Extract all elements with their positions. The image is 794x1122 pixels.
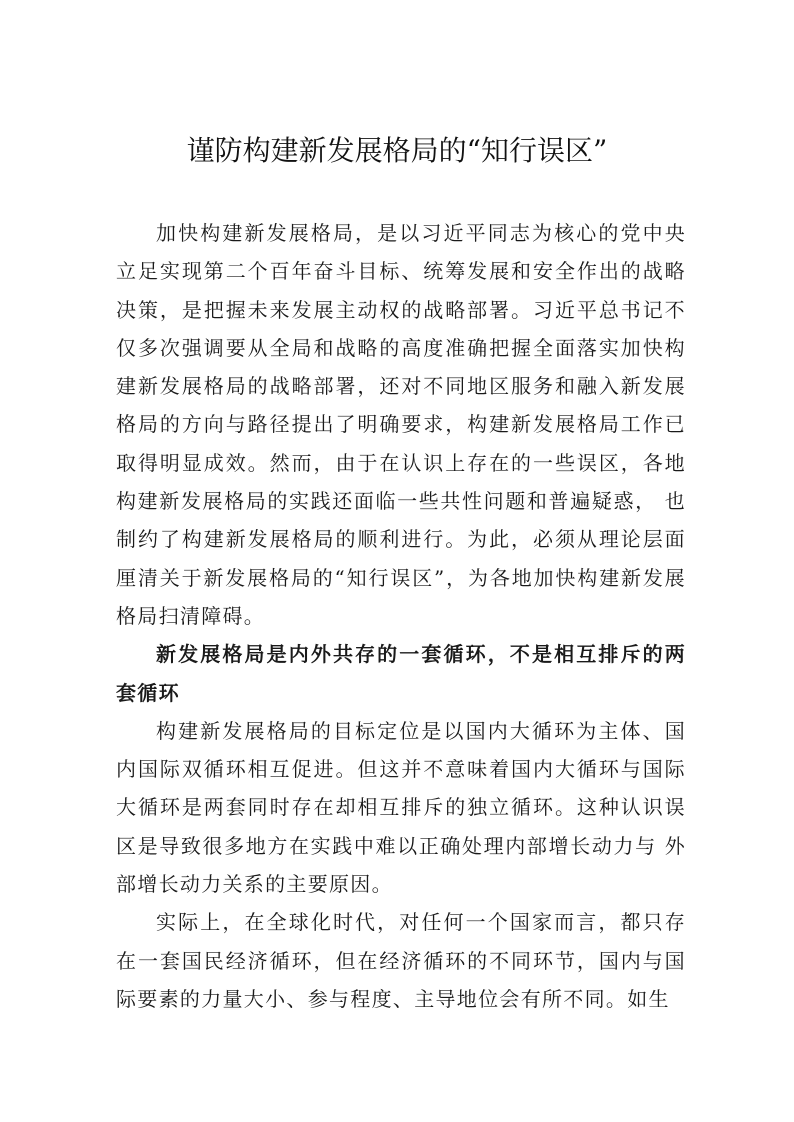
document-title: 谨防构建新发展格局的“知行误区” [186,134,608,167]
paragraph-section-1: 构建新发展格局的目标定位是以国内大循环为主体、国内国际双循环相互促进。但这并不意味着国内大循环与国际大循环是两套同时存在却相互排斥的独立循环。这种认识误区是导致很多地方在实践中难以正确处理内部增长动力与 外部增长动力关系的主要原因。 [116,718,686,897]
document-body [116,214,686,1018]
paragraph-intro: 加快构建新发展格局，是以习近平同志为核心的党中央立足实现第二个百年奋斗目标、统筹发展和安全作出的战略决策，是把握未来发展主动权的战略部署。习近平总书记不仅多次强调要从全局和战略的高度准确把握全面落实加快构建新发展格局的战略部署，还对不同地区服务和融入新发展格局的方向与路径提出了明确要求，构建新发展格局工作已取得明显成效。然而，由于在认识上存在的一些误区，各地构建新发展格局的实践还面临一些共性问题和普遍疑惑， 也制约了构建新发展格局的顺利进行。为此，必须从理论层面厘清关于新发展格局的“知行误区”，为各地加快构建新发展格局扫清障碍。 [116,221,686,628]
paragraph-section-2: 实际上，在全球化时代，对任何一个国家而言，都只存在一套国民经济循环，但在经济循环的不同环节，国内与国际要素的力量大小、参与程度、主导地位会有所不同。如生 [116,910,686,1011]
section-heading: 新发展格局是内外共存的一套循环，不是相互排斥的两套循环 [116,642,686,705]
